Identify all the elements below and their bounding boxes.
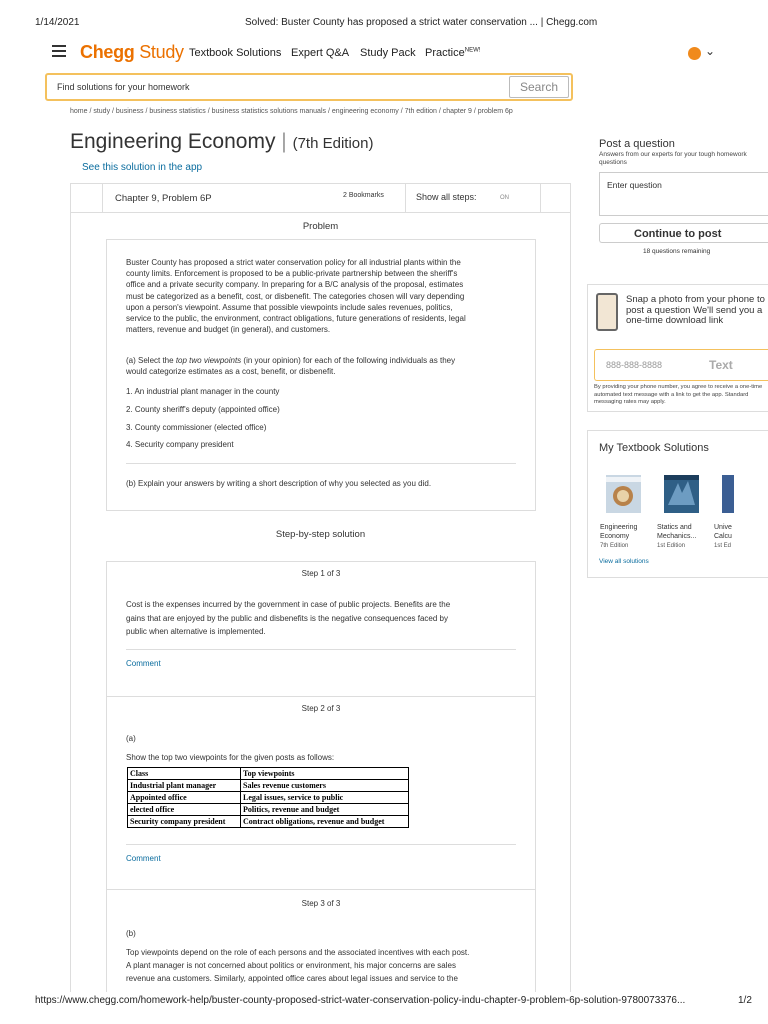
print-date: 1/14/2021 xyxy=(35,17,80,28)
step-3-label: Step 3 of 3 xyxy=(301,899,341,908)
continue-label: Continue to post xyxy=(634,228,722,240)
divider xyxy=(126,844,516,845)
snap-photo-text: Snap a photo from your phone to post a question We'll send you a one-time download link xyxy=(626,294,765,326)
table-cell: Industrial plant manager xyxy=(128,780,241,792)
part-a-italic: top two viewpoints xyxy=(175,356,242,365)
text-button[interactable]: Text xyxy=(709,358,733,372)
table-row xyxy=(128,780,409,792)
viewpoints-table xyxy=(127,767,409,828)
step-1-text xyxy=(126,598,526,639)
bookmarks-button[interactable]: 2 Bookmarks xyxy=(343,192,384,199)
book-edition: 1st Ed xyxy=(714,543,732,549)
question-input[interactable] xyxy=(599,172,768,216)
book-name[interactable] xyxy=(600,524,637,541)
menu-icon[interactable] xyxy=(52,45,66,60)
show-steps-toggle[interactable]: ON xyxy=(500,195,509,201)
book-name-line: Engineering xyxy=(600,524,638,531)
table-row xyxy=(128,804,409,816)
table-cell: elected office xyxy=(128,804,241,816)
comment-link[interactable]: Comment xyxy=(126,659,161,668)
step-line: Top viewpoints depend on the role of each persons and the associated incentives with each post. xyxy=(126,948,470,957)
textbook-solutions-title: My Textbook Solutions xyxy=(599,442,709,454)
sms-disclaimer: By providing your phone number, you agree to receive a one-time automated text message with a link to get the app. Standard messaging rates may apply. xyxy=(594,384,763,405)
phone-placeholder: 888-888-8888 xyxy=(606,360,663,370)
divider xyxy=(126,463,516,464)
question-placeholder: Enter question xyxy=(607,180,662,190)
logo-chegg: Chegg xyxy=(80,42,135,62)
step-line: revenue ana customers. Similarly, appointed office cares about legal issues and service to the xyxy=(126,974,458,983)
nav-textbook-solutions[interactable]: Textbook Solutions xyxy=(189,47,282,59)
breadcrumb[interactable]: home / study / business / business statistics / business statistics solutions manuals / engineering economy / 7th edition / chapter 9 / problem 6p xyxy=(70,108,513,115)
logo-study: Study xyxy=(139,42,184,62)
table-cell: Politics, revenue and budget xyxy=(241,804,409,816)
print-url: https://www.chegg.com/homework-help/buster-county-proposed-strict-water-conservation-policy-indu-chapter-9-problem-6p-solution-9780073376... xyxy=(35,995,686,1006)
solution-heading: Step-by-step solution xyxy=(275,529,366,540)
search-button[interactable]: Search xyxy=(509,76,569,98)
nav-practice-label: Practice xyxy=(425,47,465,59)
book-name-line: Unive xyxy=(714,524,732,531)
new-badge: NEW! xyxy=(464,47,481,54)
problem-item: 4. Security company president xyxy=(126,440,234,449)
nav-expert-qa[interactable]: Expert Q&A xyxy=(291,47,350,59)
table-cell: Security company president xyxy=(128,816,241,828)
book-name[interactable] xyxy=(657,524,696,541)
book-name-line: Calcu xyxy=(714,532,732,540)
problem-line: service to the public, the environment, contract obligations, future generations of residents, legal xyxy=(126,314,466,324)
view-all-solutions-link[interactable]: View all solutions xyxy=(599,558,649,565)
book-cover-art xyxy=(664,475,699,513)
phone-icon xyxy=(596,293,618,331)
step-3-part: (b) xyxy=(126,929,136,938)
nav-practice[interactable] xyxy=(425,47,480,59)
step-2-label: Step 2 of 3 xyxy=(301,704,341,713)
divider xyxy=(405,183,406,213)
part-a-prefix: (a) Select the xyxy=(126,356,176,365)
print-page-number: 1/2 xyxy=(738,995,752,1006)
book-name-line: Mechanics... xyxy=(657,532,697,540)
table-cell: Sales revenue customers xyxy=(241,780,409,792)
table-row xyxy=(128,792,409,804)
print-title: Solved: Buster County has proposed a strict water conservation ... | Chegg.com xyxy=(245,17,598,28)
book-edition: 7th Edition xyxy=(600,543,629,549)
show-steps-label: Show all steps: xyxy=(416,192,477,202)
book-name-line: Economy xyxy=(600,532,630,540)
book-name[interactable] xyxy=(714,524,732,541)
table-cell: Top viewpoints xyxy=(241,768,409,780)
part-b: (b) Explain your answers by writing a short description of why you selected as you did. xyxy=(126,479,432,488)
problem-item: 2. County sheriff's deputy (appointed office) xyxy=(126,405,280,414)
step-2-part: (a) xyxy=(126,734,136,743)
page-title: Engineering Economy | (7th Edition) xyxy=(70,130,374,153)
book-edition: 1st Edition xyxy=(657,543,686,549)
book-cover-art xyxy=(606,475,641,513)
book-cover[interactable] xyxy=(722,475,768,513)
book-cover-art xyxy=(722,475,768,513)
problem-line: must be categorized as a benefit, cost, or disbenefit. The categories chosen will vary depending xyxy=(126,291,465,301)
table-cell: Appointed office xyxy=(128,792,241,804)
part-a-line2: would categorize estimates as a cost, benefit, or disbenefit. xyxy=(126,367,336,377)
book-title: Engineering Economy xyxy=(70,130,276,153)
step-1-label: Step 1 of 3 xyxy=(301,569,341,578)
see-in-app-link[interactable]: See this solution in the app xyxy=(82,162,203,173)
step-line: gains that are enjoyed by the public and disbenefits is the negative consequences faced by xyxy=(126,613,448,623)
step-line: Cost is the expenses incurred by the government in case of public projects. Benefits are the xyxy=(126,600,451,609)
problem-text xyxy=(126,257,526,335)
chapter-selector[interactable]: Chapter 9, Problem 6P xyxy=(115,193,212,204)
step-2-intro: Show the top two viewpoints for the given posts as follows: xyxy=(126,753,335,762)
problem-line: Buster County has proposed a strict water conservation policy for all industrial plants within the xyxy=(126,258,461,267)
table-cell: Contract obligations, revenue and budget xyxy=(241,816,409,828)
divider xyxy=(540,183,541,213)
book-cover[interactable] xyxy=(606,475,641,513)
post-question-subtitle: Answers from our experts for your tough homework questions xyxy=(599,151,747,166)
problem-heading: Problem xyxy=(302,221,339,232)
book-name-line: Statics and xyxy=(657,524,692,531)
search-placeholder: Find solutions for your homework xyxy=(57,82,190,92)
problem-item: 3. County commissioner (elected office) xyxy=(126,423,267,432)
table-row xyxy=(128,768,409,780)
step-line: A plant manager is not concerned about politics or environment, his major concerns are sales xyxy=(126,961,456,970)
problem-line: county limits. Enforcement is proposed to be a public-private partnership between the sheriff's xyxy=(126,269,458,279)
problem-line: office and a private security company. In preparing for a B/C analysis of the proposal, estimates xyxy=(126,280,464,290)
problem-line: matters, revenue and budget (in general), and customers. xyxy=(126,325,331,335)
questions-remaining: 18 questions remaining xyxy=(643,248,711,255)
table-row xyxy=(128,816,409,828)
table-cell: Class xyxy=(128,768,241,780)
book-edition: (7th Edition) xyxy=(292,135,374,152)
nav-study-pack[interactable]: Study Pack xyxy=(360,47,416,59)
post-question-title: Post a question xyxy=(599,138,675,150)
problem-line: upon a person's viewpoint. Assume that possible viewpoints include sales revenues, politics, xyxy=(126,302,453,312)
step-3-text xyxy=(126,946,531,985)
part-a-rest: (in your opinion) for each of the following individuals as they xyxy=(241,356,456,365)
table-cell: Legal issues, service to public xyxy=(241,792,409,804)
avatar[interactable] xyxy=(688,47,701,60)
divider xyxy=(126,649,516,650)
chegg-study-logo[interactable] xyxy=(80,42,184,63)
comment-link[interactable]: Comment xyxy=(126,854,161,863)
step-line: public when alternative is implemented. xyxy=(126,627,266,636)
part-a xyxy=(126,355,526,377)
chevron-down-icon[interactable]: ⌄ xyxy=(705,44,716,58)
divider xyxy=(102,183,103,213)
book-cover[interactable] xyxy=(664,475,699,513)
problem-item: 1. An industrial plant manager in the county xyxy=(126,387,280,396)
